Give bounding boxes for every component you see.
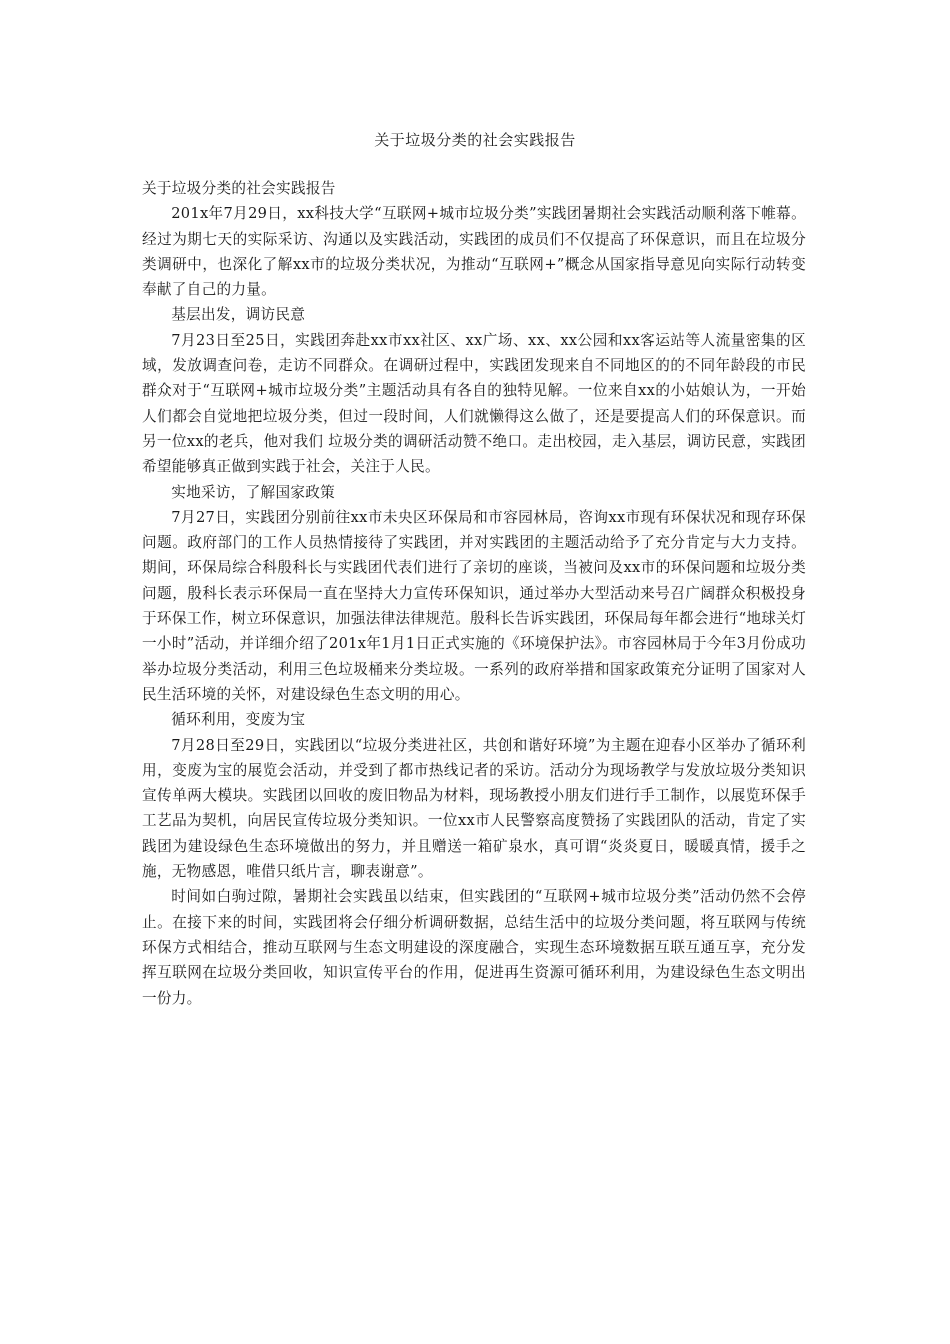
conclusion-paragraph: 时间如白驹过隙，暑期社会实践虽以结束，但实践团的“互联网+城市垃圾分类”活动仍然不会停止。在接下来的时间，实践团将会仔细分析调研数据，总结生活中的垃圾分类问题，将互联网与传统环保方式相结合，推动互联网与生态文明建设的深度融合，实现生态环境数据互联互通互享，充分发挥互联网在垃圾分类回收，知识宣传平台的作用，促进再生资源可循环利用，为建设绿色生态文明出一份力。 — [142, 888, 806, 1007]
section-1-paragraph: 7月23日至25日，实践团奔赴xx市xx社区、xx广场、xx、xx公园和xx客运站等人流量密集的区域，发放调查问卷，走访不同群众。在调研过程中，实践团发现来自不同地区的的不同年龄段的市民群众对于“互联网+城市垃圾分类”主题活动具有各自的独特见解。一位来自xx的小姑娘认为，一开始人们都会自觉地把垃圾分类，但过一段时间，人们就懒得这么做了，还是要提高人们的环保意识。而另一位xx的老兵，他对我们 垃圾分类的调研活动赞不绝口。走出校园，走入基层，调访民意，实践团希望能够真正做到实践于社会，关注于人民。 — [142, 331, 806, 476]
section-3-paragraph: 7月28日至29日，实践团以“垃圾分类进社区，共创和谐好环境”为主题在迎春小区举办了循环利用，变废为宝的展览会活动，并受到了都市热线记者的采访。活动分为现场教学与发放垃圾分类知识宣传单两大模块。实践团以回收的废旧物品为材料，现场教授小朋友们进行手工制作，以展览环保手工艺品为契机，向居民宣传垃圾分类知识。一位xx市人民警察高度赞扬了实践团队的活动，肯定了实践团为建设绿色生态环境做出的努力，并且赠送一箱矿泉水，真可谓“炎炎夏日，暖暖真情，援手之施，无物感恩，唯借只纸片言，聊表谢意”。 — [142, 736, 806, 881]
section-2-paragraph: 7月27日，实践团分别前往xx市未央区环保局和市容园林局，咨询xx市现有环保状况和现存环保问题。政府部门的工作人员热情接待了实践团，并对实践团的主题活动给予了充分肯定与大力支持。期间，环保局综合科殷科长与实践团代表们进行了亲切的座谈，当被问及xx市的环保问题和垃圾分类问题，殷科长表示环保局一直在坚持大力宣传环保知识，通过举办大型活动来号召广阔群众积极投身于环保工作，树立环保意识，加强法律法律规范。殷科长告诉实践团，环保局每年都会进行“地球关灯一小时”活动，并详细介绍了201x年1月1日正式实施的《环境保护法》。市容园林局于今年3月份成功举办垃圾分类活动，利用三色垃圾桶来分类垃圾。一系列的政府举措和国家政策充分证明了国家对人民生活环境的关怀，对建设绿色生态文明的用心。 — [142, 508, 806, 703]
section-1-heading: 基层出发，调访民意 — [171, 306, 306, 324]
document-subtitle: 关于垃圾分类的社会实践报告 — [142, 180, 336, 197]
document-title: 关于垃圾分类的社会实践报告 — [374, 131, 576, 149]
section-2-heading: 实地采访，了解国家政策 — [171, 483, 336, 501]
section-3-heading: 循环利用，变废为宝 — [171, 711, 306, 729]
intro-paragraph: 201x年7月29日，xx科技大学“互联网+城市垃圾分类”实践团暑期社会实践活动顺利落下帷幕。经过为期七天的实际采访、沟通以及实践活动，实践团的成员们不仅提高了环保意识，而且在垃圾分类调研中，也深化了解xx市的垃圾分类状况，为推动“互联网+”概念从国家指导意见向实际行动转变奉献了自己的力量。 — [142, 205, 806, 299]
document-body — [142, 176, 806, 1011]
